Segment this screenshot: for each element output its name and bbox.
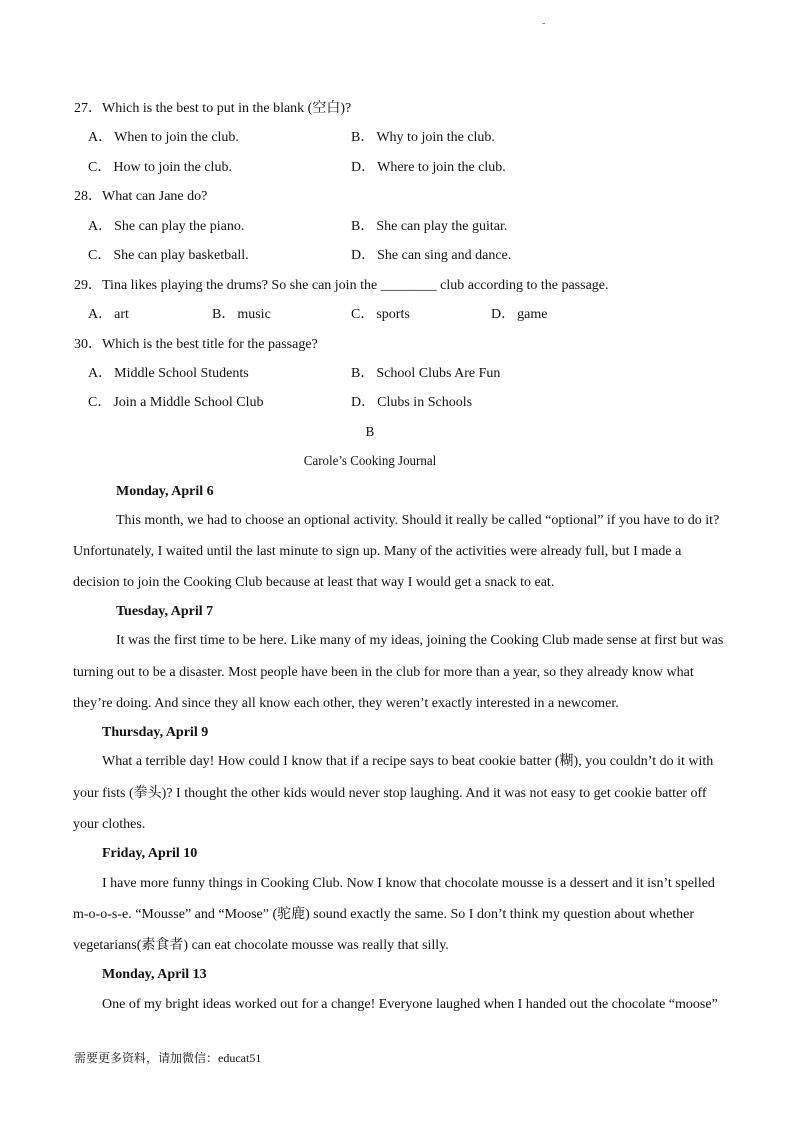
option-30-d: D． Clubs in Schools: [351, 395, 473, 410]
entry-line: What a terrible day! How could I know that if a recipe says to beat cookie batter (糊), you couldn’t do it with: [102, 754, 714, 769]
entry-line: they’re doing. And since they all know each other, they weren’t exactly interested in a newcomer.: [73, 696, 619, 711]
option-29-d: D． game: [491, 307, 548, 322]
header-mark: -: [542, 18, 546, 29]
option-29-a: A． art: [88, 307, 129, 322]
entry-line: vegetarians(素食者) can eat chocolate mousse was really that silly.: [73, 938, 449, 953]
entry-line: decision to join the Cooking Club because at least that way I would get a snack to eat.: [73, 575, 555, 590]
option-27-d: D． Where to join the club.: [351, 160, 506, 175]
question-30: 30．Which is the best title for the passage?: [74, 337, 318, 352]
question-28: 28．What can Jane do?: [74, 189, 208, 204]
entry-date: Monday, April 6: [116, 484, 214, 499]
option-28-c: C． She can play basketball.: [88, 248, 249, 263]
section-heading: B: [365, 425, 375, 440]
entry-line: turning out to be a disaster. Most people have been in the club for more than a year, so they already know what: [73, 665, 694, 680]
footer-note: 需要更多资料，请加微信：educat51: [74, 1051, 262, 1065]
entry-line: One of my bright ideas worked out for a change! Everyone laughed when I handed out the chocolate “moose”: [102, 997, 718, 1012]
option-28-d: D． She can sing and dance.: [351, 248, 512, 263]
entry-line: m-o-o-s-e. “Mousse” and “Moose” (驼鹿) sound exactly the same. So I don’t think my question about whether: [73, 907, 695, 922]
option-30-a: A． Middle School Students: [88, 366, 249, 381]
option-27-c: C． How to join the club.: [88, 160, 232, 175]
option-27-a: A． When to join the club.: [88, 130, 239, 145]
option-30-c: C． Join a Middle School Club: [88, 395, 264, 410]
entry-line: Unfortunately, I waited until the last minute to sign up. Many of the activities were already full, but I made a: [73, 544, 682, 559]
option-28-a: A． She can play the piano.: [88, 219, 245, 234]
question-27: 27．Which is the best to put in the blank (空白)?: [74, 101, 352, 116]
option-28-b: B． She can play the guitar.: [351, 219, 508, 234]
entry-date: Friday, April 10: [102, 846, 198, 861]
entry-line: your clothes.: [73, 817, 146, 832]
option-27-b: B． Why to join the club.: [351, 130, 495, 145]
option-30-b: B． School Clubs Are Fun: [351, 366, 501, 381]
option-29-b: B． music: [212, 307, 271, 322]
entry-date: Thursday, April 9: [102, 725, 209, 740]
option-29-c: C． sports: [351, 307, 410, 322]
entry-line: your fists (拳头)? I thought the other kids would never stop laughing. And it was not easy to get cookie batter off: [73, 786, 707, 801]
journal-title: Carole’s Cooking Journal: [303, 454, 437, 469]
entry-line: I have more funny things in Cooking Club. Now I know that chocolate mousse is a dessert and it isn’t spelled: [102, 876, 715, 891]
entry-line: This month, we had to choose an optional activity. Should it really be called “optional” if you have to do it?: [116, 513, 720, 528]
entry-line: It was the first time to be here. Like many of my ideas, joining the Cooking Club made sense at first but was: [116, 633, 724, 648]
entry-date: Monday, April 13: [102, 967, 207, 982]
entry-date: Tuesday, April 7: [116, 604, 214, 619]
question-29: 29．Tina likes playing the drums? So she can join the ________ club according to the passage.: [74, 278, 609, 293]
